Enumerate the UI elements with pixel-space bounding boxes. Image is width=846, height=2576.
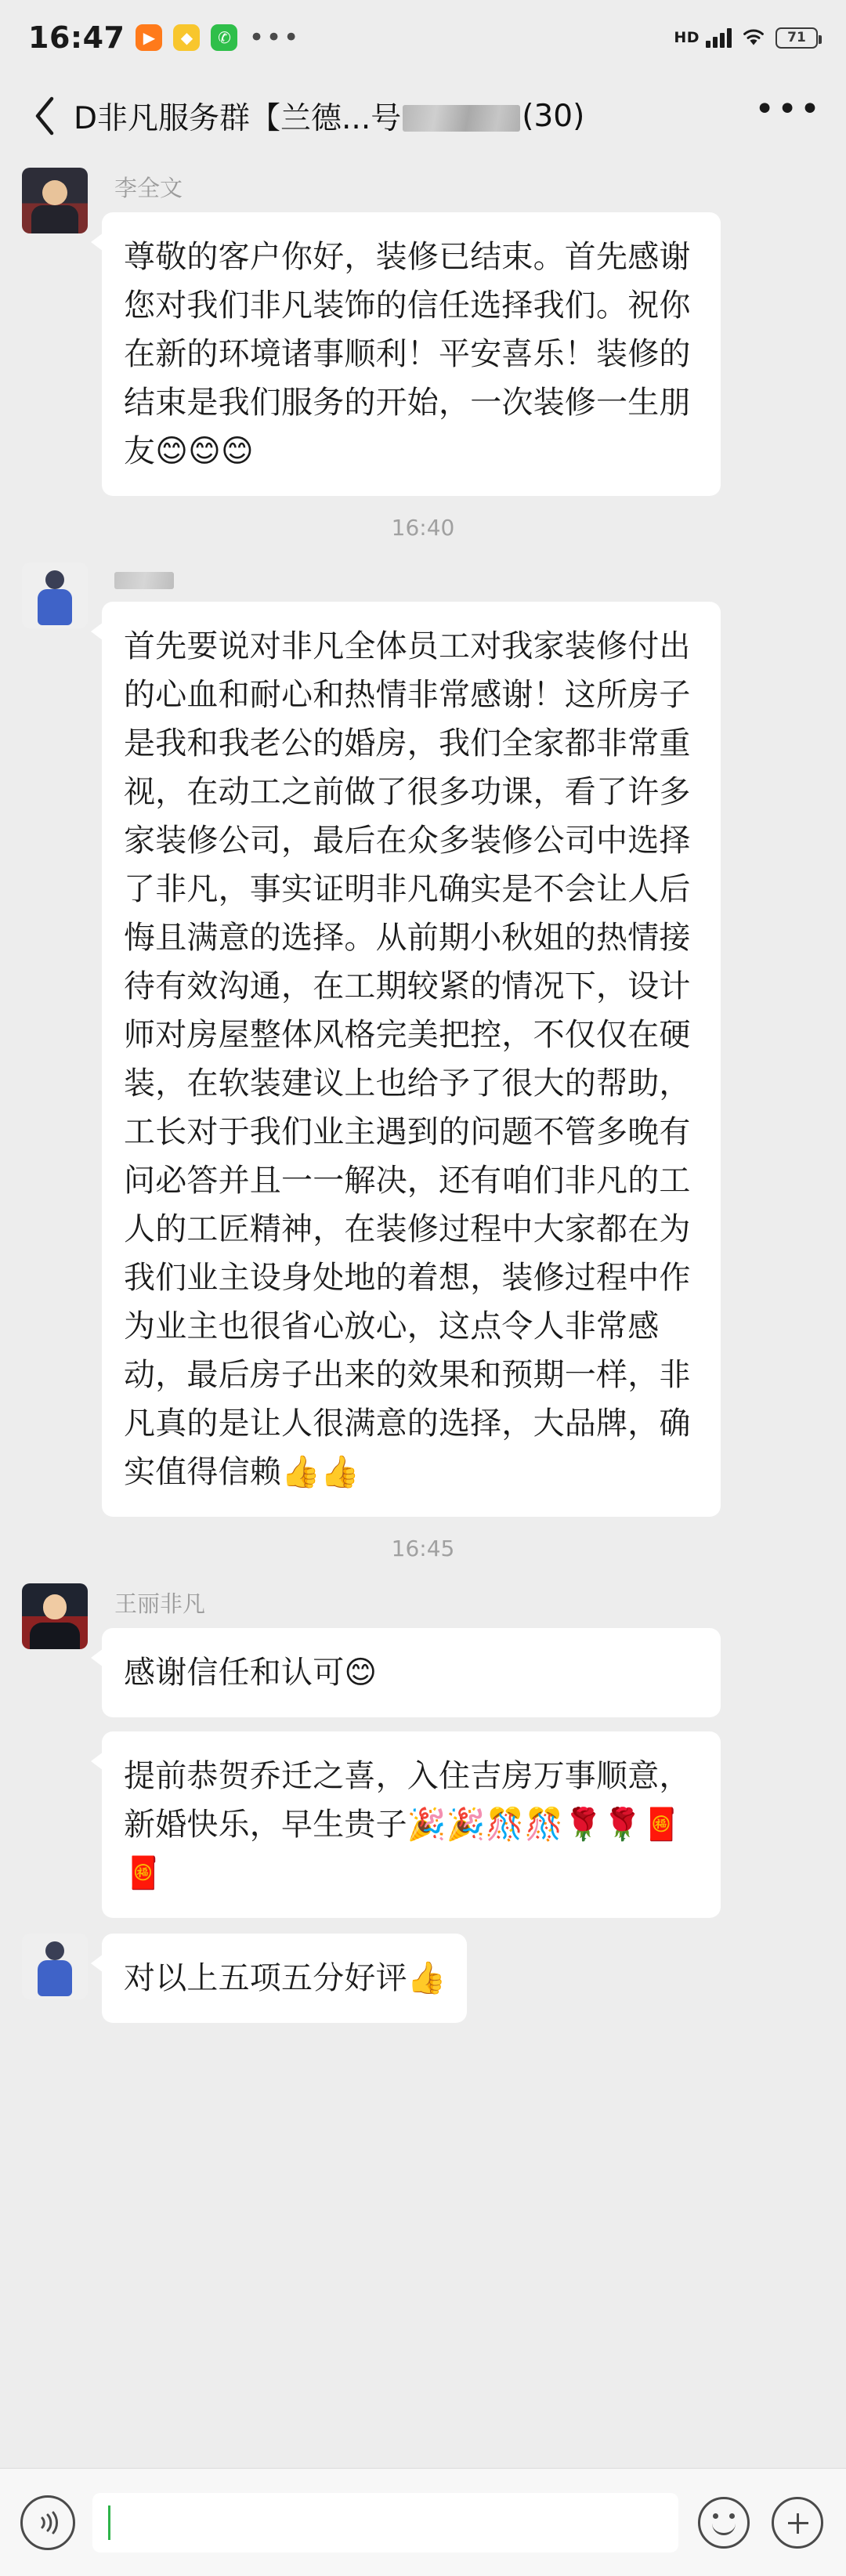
green-phone-icon: ✆ [211,24,237,51]
message-input-bar [0,2468,846,2576]
sender-name: 李全文 [114,175,183,201]
sender-name [114,566,721,592]
chat-member-count: (30) [522,98,585,134]
voice-input-icon[interactable] [20,2495,75,2550]
avatar[interactable] [22,168,88,233]
message-bubble[interactable]: 感谢信任和认可😊 [102,1628,721,1717]
message-list[interactable] [0,157,846,2468]
message-bubble[interactable]: 提前恭贺乔迁之喜，入住吉房万事顺意，新婚快乐，早生贵子🎉🎉🎊🎊🌹🌹🧧🧧 [102,1731,721,1918]
back-chevron-icon[interactable] [24,92,66,139]
message-bubble[interactable]: 对以上五项五分好评👍 [102,1934,467,2023]
chat-title-prefix: D非凡服务群【兰德...号 [74,101,402,136]
signal-bars-icon [706,27,732,48]
status-bar-right [674,27,818,49]
message-block [0,1934,846,2023]
page-title [74,94,747,138]
message-row [0,563,846,1517]
message-text-field[interactable] [92,2493,678,2552]
wifi-icon [741,27,766,48]
message-timestamp: 16:40 [391,515,455,541]
message-row [0,1583,846,1918]
message-block [0,1583,846,1918]
add-more-icon[interactable] [769,2495,826,2551]
message-bubble[interactable]: 尊敬的客户你好，装修已结束。首先感谢您对我们非凡装饰的信任选择我们。祝你在新的环境诸事顺利！平安喜乐！装修的结束是我们服务的开始，一次装修一生朋友😊😊😊 [102,212,721,496]
sender-name: 王丽非凡 [114,1590,206,1617]
message-bubble[interactable]: 首先要说对非凡全体员工对我家装修付出的心血和耐心和热情非常感谢！这所房子是我和我老公的婚房，我们全家都非常重视，在动工之前做了很多功课，看了许多家装修公司，最后在众多装修公司中选择了非凡，事实证明非凡确实是不会让人后悔且满意的选择。从前期小秋姐的热情接待有效沟通，在工期较紧的情况下，设计师对房屋整体风格完美把控，不仅仅在硬装，在软装建议上也给予了很大的帮助，工长对于我们业主遇到的问题不管多晚有问必答并且一一解决，还有咱们非凡的工人的工匠精神，在装修过程中大家都在为我们业主设身处地的着想，装修过程中作为业主也很省心放心，这点令人非常感动，最后房子出来的效果和预期一样，非凡真的是让人很满意的选择，大品牌，确实值得信赖👍👍 [102,602,721,1517]
redacted-sender-name [114,572,174,589]
battery-icon [776,27,818,49]
message-block [0,563,846,1561]
message-column [102,1583,721,1918]
avatar[interactable] [22,1934,88,1999]
message-column [102,563,721,1517]
redacted-title-part [403,105,520,132]
hd-label: HD [674,29,700,46]
text-caret [108,2505,110,2540]
chat-header [0,75,846,157]
overflow-dots-icon: ••• [248,22,301,53]
message-row [0,168,846,496]
status-bar-left [28,20,301,55]
status-bar [0,0,846,75]
status-time: 16:47 [28,20,125,55]
message-column [102,1934,467,2023]
more-options-icon[interactable]: ••• [754,89,822,129]
avatar[interactable] [22,563,88,628]
message-block [0,168,846,541]
emoji-icon[interactable] [696,2495,752,2551]
battery-level: 71 [787,30,806,45]
message-timestamp: 16:45 [391,1536,455,1561]
message-row [0,1934,846,2023]
avatar[interactable] [22,1583,88,1649]
play-icon: ▶ [136,24,162,51]
yellow-app-icon: ◆ [173,24,200,51]
message-column [102,168,721,496]
